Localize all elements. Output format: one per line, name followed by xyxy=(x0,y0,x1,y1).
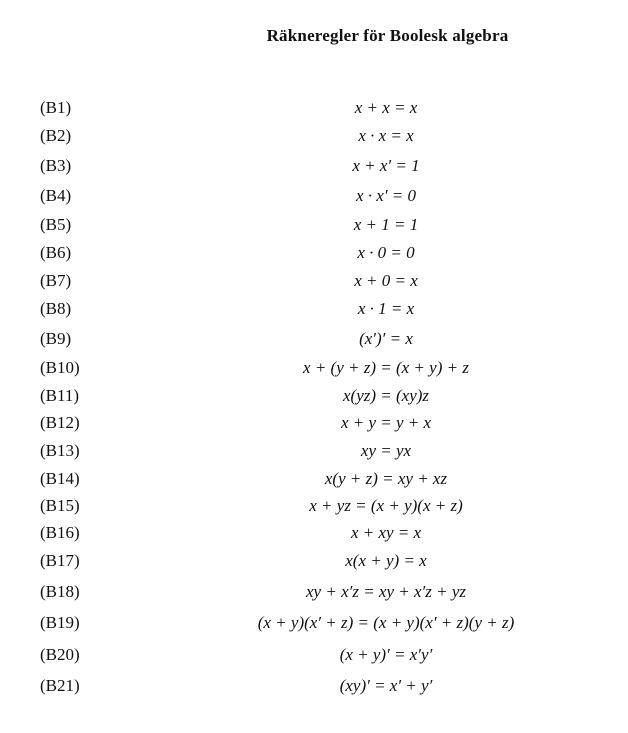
rule-row xyxy=(0,643,628,667)
rule-row xyxy=(0,674,628,698)
rule-label: (B16) xyxy=(40,523,80,542)
rule-row xyxy=(0,384,628,408)
rule-formula: x + x′ = 1 xyxy=(352,156,420,175)
rule-row xyxy=(0,494,628,518)
rule-label: (B11) xyxy=(40,386,80,405)
rule-row xyxy=(0,521,628,545)
rule-label: (B2) xyxy=(40,126,72,145)
rule-label: (B3) xyxy=(40,156,72,175)
rule-row xyxy=(0,96,628,120)
rule-label: (B9) xyxy=(40,329,72,348)
rule-row xyxy=(0,213,628,237)
rule-label: (B13) xyxy=(40,441,80,460)
rule-label: (B1) xyxy=(40,98,72,117)
rule-formula: xy + x′z = xy + x′z + yz xyxy=(306,582,466,601)
rule-label: (B4) xyxy=(40,186,72,205)
rule-formula: x + 1 = 1 xyxy=(353,215,419,234)
rule-label: (B19) xyxy=(40,613,80,632)
rule-row xyxy=(0,467,628,491)
rule-label: (B7) xyxy=(40,271,72,290)
rule-label: (B21) xyxy=(40,676,80,695)
rule-row xyxy=(0,124,628,148)
rule-formula: x · 0 = 0 xyxy=(357,243,415,262)
rule-formula: x · x = x xyxy=(358,126,414,145)
rule-formula: (x + y)(x′ + z) = (x + y)(x′ + z)(y + z) xyxy=(257,613,515,632)
rule-row xyxy=(0,241,628,265)
rule-row xyxy=(0,327,628,351)
rule-formula: x · 1 = x xyxy=(357,299,415,318)
rule-formula: x + x = x xyxy=(354,98,418,117)
rule-row xyxy=(0,154,628,178)
rule-label: (B20) xyxy=(40,645,80,664)
rule-formula: (x′)′ = x xyxy=(359,329,413,348)
rule-formula: (xy)′ = x′ + y′ xyxy=(339,676,433,695)
rule-label: (B8) xyxy=(40,299,72,318)
rule-row xyxy=(0,439,628,463)
rule-label: (B6) xyxy=(40,243,72,262)
page-title: Räkneregler för Boolesk algebra xyxy=(266,26,509,45)
rule-label: (B17) xyxy=(40,551,80,570)
rule-row xyxy=(0,297,628,321)
rule-formula: x + 0 = x xyxy=(354,271,418,290)
rule-formula: xy = yx xyxy=(360,441,412,460)
rule-formula: x(y + z) = xy + xz xyxy=(324,469,448,488)
rule-row xyxy=(0,411,628,435)
rule-formula: x · x′ = 0 xyxy=(355,186,417,205)
rule-label: (B10) xyxy=(40,358,80,377)
rule-row xyxy=(0,356,628,380)
rule-row xyxy=(0,269,628,293)
rule-formula: x + (y + z) = (x + y) + z xyxy=(303,358,469,377)
rule-row xyxy=(0,580,628,604)
rule-formula: x + y = y + x xyxy=(340,413,432,432)
rule-formula: (x + y)′ = x′y′ xyxy=(339,645,433,664)
rule-label: (B12) xyxy=(40,413,80,432)
rule-label: (B15) xyxy=(40,496,80,515)
rule-row xyxy=(0,184,628,208)
rule-row xyxy=(0,611,628,635)
rule-label: (B18) xyxy=(40,582,80,601)
rule-row xyxy=(0,549,628,573)
rule-formula: x + yz = (x + y)(x + z) xyxy=(309,496,463,515)
rule-formula: x(x + y) = x xyxy=(345,551,427,570)
rule-label: (B5) xyxy=(40,215,72,234)
rule-label: (B14) xyxy=(40,469,80,488)
rule-formula: x + xy = x xyxy=(350,523,422,542)
rule-formula: x(yz) = (xy)z xyxy=(342,386,430,405)
